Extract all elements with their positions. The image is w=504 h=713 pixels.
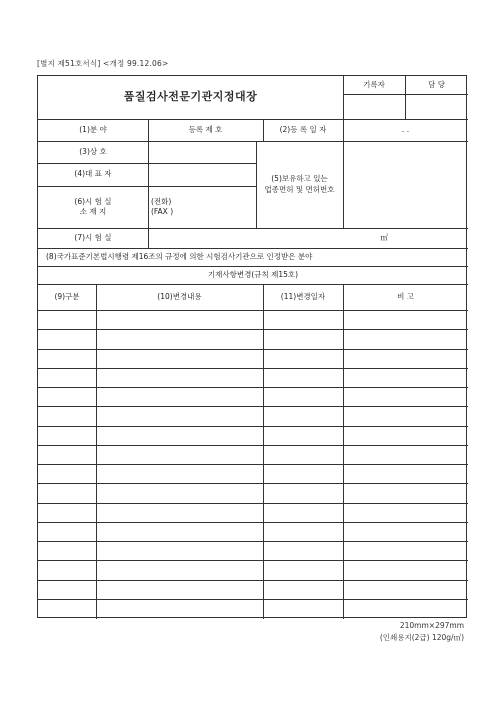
change-content-cell[interactable]: [96, 541, 263, 560]
change-date-cell[interactable]: [263, 541, 343, 560]
change-content-cell[interactable]: [96, 560, 263, 579]
remarks-cell[interactable]: [343, 387, 468, 406]
change-date-cell[interactable]: [263, 329, 343, 348]
changes-section-title: 기재사항변경(규칙 제15호): [207, 269, 299, 279]
remarks-cell[interactable]: [343, 406, 468, 425]
change-date-cell[interactable]: [263, 426, 343, 445]
category-cell[interactable]: [38, 368, 96, 387]
category-cell[interactable]: [38, 464, 96, 483]
change-date-cell[interactable]: [263, 368, 343, 387]
change-date-cell[interactable]: [263, 580, 343, 599]
fax-label: (FAX ): [151, 207, 174, 216]
change-content-cell[interactable]: [96, 483, 263, 502]
licenses-label-line2: 업종면허 및 면허번호: [264, 184, 335, 194]
change-content-cell[interactable]: [96, 310, 263, 329]
category-cell[interactable]: [38, 522, 96, 541]
recorder-label: 기록자: [363, 79, 385, 89]
officer-signature-box[interactable]: [405, 94, 468, 119]
change-content-cell[interactable]: [96, 503, 263, 522]
remarks-cell[interactable]: [343, 503, 468, 522]
column-header-remarks: 비 고: [397, 291, 414, 301]
change-content-cell[interactable]: [96, 522, 263, 541]
change-content-cell[interactable]: [96, 580, 263, 599]
remarks-cell[interactable]: [343, 522, 468, 541]
column-header-category: (9)구분: [54, 291, 80, 301]
change-content-cell[interactable]: [96, 464, 263, 483]
change-content-cell[interactable]: [96, 599, 263, 618]
recorder-signature-box[interactable]: [343, 94, 405, 119]
lab-location-label-line1: (6)시 험 실: [74, 196, 112, 206]
form-header: [별지 제51호서식] <개정 99.12.06>: [37, 59, 169, 68]
category-cell[interactable]: [38, 310, 96, 329]
change-content-cell[interactable]: [96, 445, 263, 464]
change-date-cell[interactable]: [263, 522, 343, 541]
remarks-cell[interactable]: [343, 329, 468, 348]
change-content-cell[interactable]: [96, 349, 263, 368]
registration-number-field[interactable]: 등록 제 호: [188, 124, 223, 134]
field-label: (1)분 야: [79, 124, 107, 134]
licenses-label: [256, 141, 343, 228]
change-date-cell[interactable]: [263, 560, 343, 579]
category-cell[interactable]: [38, 387, 96, 406]
category-cell[interactable]: [38, 426, 96, 445]
column-header-change-date: (11)변경일자: [280, 291, 326, 301]
remarks-cell[interactable]: [343, 599, 468, 618]
representative-label: (4)대 표 자: [74, 169, 112, 179]
change-content-cell[interactable]: [96, 368, 263, 387]
change-content-cell[interactable]: [96, 406, 263, 425]
change-date-cell[interactable]: [263, 483, 343, 502]
change-date-cell[interactable]: [263, 310, 343, 329]
remarks-cell[interactable]: [343, 310, 468, 329]
remarks-cell[interactable]: [343, 349, 468, 368]
registration-date-label: (2)등 록 일 자: [279, 124, 327, 134]
change-date-cell[interactable]: [263, 599, 343, 618]
remarks-cell[interactable]: [343, 426, 468, 445]
lab-area-field[interactable]: [148, 228, 468, 248]
licenses-label-line1: (5)보유하고 있는: [271, 174, 328, 184]
category-cell[interactable]: [38, 503, 96, 522]
registry-form: [37, 75, 467, 618]
remarks-cell[interactable]: [343, 580, 468, 599]
company-name-field[interactable]: [148, 141, 256, 163]
remarks-cell[interactable]: [343, 368, 468, 387]
category-cell[interactable]: [38, 483, 96, 502]
remarks-cell[interactable]: [343, 541, 468, 560]
change-content-cell[interactable]: [96, 426, 263, 445]
category-cell[interactable]: [38, 445, 96, 464]
category-cell[interactable]: [38, 406, 96, 425]
remarks-cell[interactable]: [343, 483, 468, 502]
lab-location-label: [38, 186, 148, 228]
remarks-cell[interactable]: [343, 560, 468, 579]
lab-area-label: (7)시 험 실: [74, 232, 112, 242]
change-content-cell[interactable]: [96, 387, 263, 406]
paper-size: 210mm×297mm: [399, 621, 464, 630]
area-unit: ㎡: [380, 232, 388, 242]
change-date-cell[interactable]: [263, 503, 343, 522]
lab-location-label-line2: 소 재 지: [79, 207, 107, 216]
licenses-field[interactable]: [343, 141, 468, 228]
category-cell[interactable]: [38, 329, 96, 348]
category-cell[interactable]: [38, 560, 96, 579]
category-cell[interactable]: [38, 580, 96, 599]
category-cell[interactable]: [38, 541, 96, 560]
column-header-change-content: (10)변경내용: [157, 291, 202, 301]
representative-field[interactable]: [148, 163, 256, 186]
change-date-cell[interactable]: [263, 445, 343, 464]
registration-date-field[interactable]: . .: [401, 124, 410, 134]
company-name-label: (3)상 호: [79, 146, 107, 156]
designation-field[interactable]: (8)국가표준기본법시행령 제16조의 규정에 의한 시험검사기관으로 인정받은 분야: [46, 251, 313, 261]
change-content-cell[interactable]: [96, 329, 263, 348]
category-cell[interactable]: [38, 349, 96, 368]
lab-location-field[interactable]: [148, 186, 256, 228]
remarks-cell[interactable]: [343, 445, 468, 464]
officer-label: 담 당: [428, 79, 445, 89]
change-date-cell[interactable]: [263, 387, 343, 406]
change-date-cell[interactable]: [263, 406, 343, 425]
phone-label: (전화): [151, 196, 172, 206]
change-date-cell[interactable]: [263, 349, 343, 368]
form-title: 품질검사전문기관지정대장: [123, 90, 258, 104]
paper-type: (인쇄용지(2급) 120g/㎡): [379, 633, 464, 642]
change-date-cell[interactable]: [263, 464, 343, 483]
remarks-cell[interactable]: [343, 464, 468, 483]
category-cell[interactable]: [38, 599, 96, 618]
